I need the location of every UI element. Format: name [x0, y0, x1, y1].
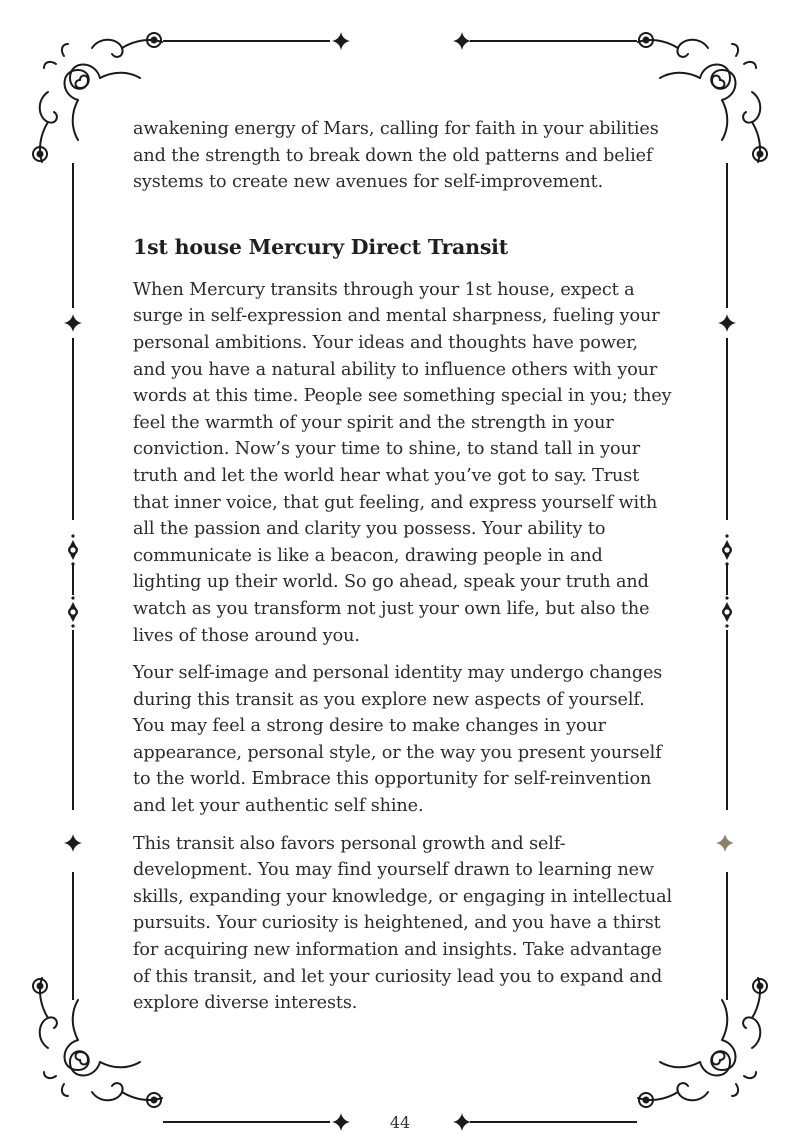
body-paragraph-1: When Mercury transits through your 1st house, expect a surge in self-expression and mental sharpness, fueling your personal ambitions. Your ideas and thoughts have power, and you have a natural ability to influence others with your words at this time. People see something special in you; they feel the warmth of your spirit and the strength in your conviction. Now’s your time to shine, to stand tall in your truth and let the world hear what you’ve got to say. Trust that inner voice, that gut feeling, and express yourself with all the passion and clarity you possess. Your ability to communicate is like a beacon, drawing people in and lighting up their world. So go ahead, speak your truth and watch as you transform not just your own life, but also the lives of those around you. — [133, 279, 672, 646]
accent-star-icon — [716, 834, 734, 852]
intro-paragraph: awakening energy of Mars, calling for faith in your abilities and the strength to break down the old patterns and belief systems to create new avenues for self-improvement. — [133, 119, 659, 193]
page-number: 44 — [389, 1113, 411, 1132]
section-heading: 1st house Mercury Direct Transit — [133, 234, 509, 259]
page-body — [133, 116, 673, 1028]
body-paragraph-2: Your self-image and personal identity may undergo changes during this transit as you explore new aspects of yourself. You may feel a strong desire to make changes in your appearance, personal style, or the way you present yourself to the world. Embrace this opportunity for self-reinvention and let your authentic self shine. — [133, 663, 663, 817]
body-paragraph-3: This transit also favors personal growth and self-development. You may find yourself drawn to learning new skills, expanding your knowledge, or engaging in intellectual pursuits. Your curiosity is heightened, and you have a thirst for acquiring new information and insights. Take advantage of this transit, and let your curiosity lead you to expand and explore diverse interests. — [133, 833, 673, 1014]
